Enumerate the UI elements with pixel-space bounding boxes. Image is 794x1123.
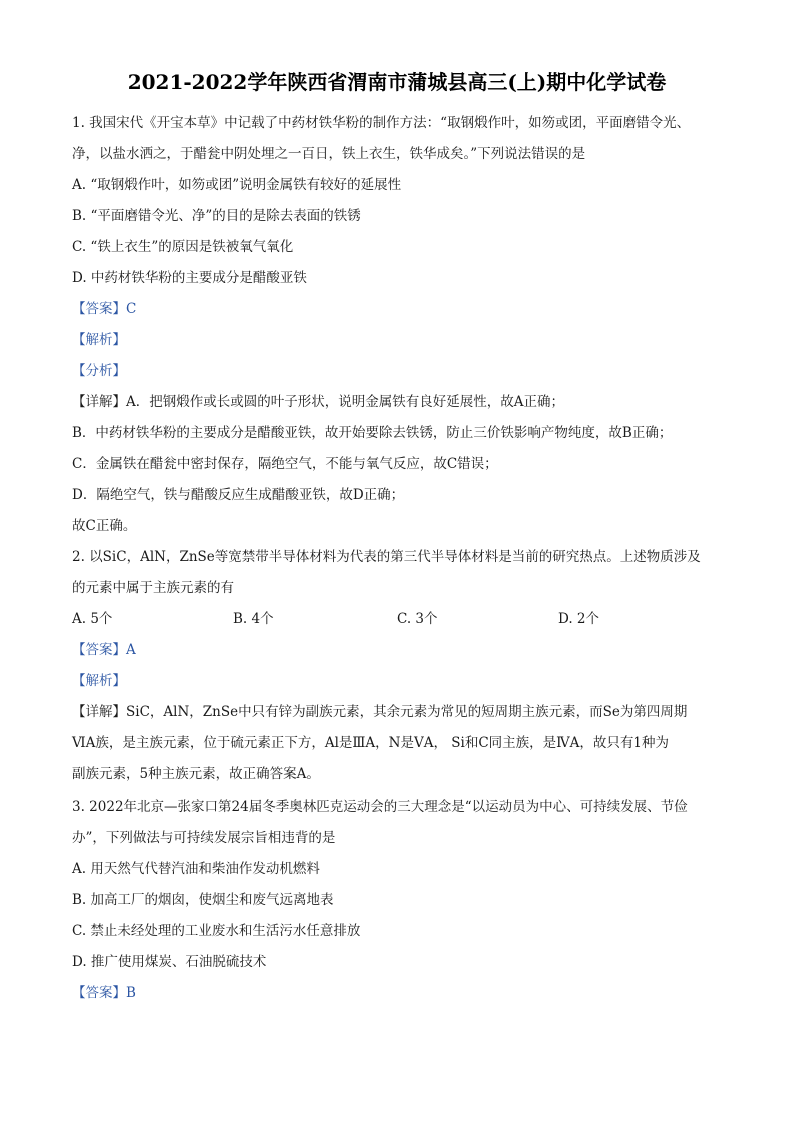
q1-option-d: D. 中药材铁华粉的主要成分是醋酸亚铁: [72, 270, 307, 286]
q1-option-c: C. “铁上衣生”的原因是铁被氧气氧化: [72, 239, 294, 255]
q2-option-b: B. 4个: [233, 611, 274, 627]
q2-stem-line2: 的元素中属于主族元素的有: [72, 580, 234, 596]
q2-option-a: A. 5个: [72, 611, 113, 627]
q3-option-d: D. 推广使用煤炭、石油脱硫技术: [72, 954, 267, 970]
q3-option-b: B. 加高工厂的烟囱，使烟尘和废气远离地表: [72, 892, 334, 908]
q3-option-c: C. 禁止未经处理的工业废水和生活污水任意排放: [72, 923, 361, 939]
q2-stem-line1: 2. 以SiC，AlN，ZnSe等宽禁带半导体材料为代表的第三代半导体材料是当前的研究热点。上述物质涉及: [72, 549, 701, 565]
q1-stem-line2: 净，以盐水洒之，于醋瓮中阴处埋之一百日，铁上衣生，铁华成矣。”下列说法错误的是: [72, 146, 586, 162]
q2-detail-line2: ⅥA族，是主族元素，位于硫元素正下方，Al是ⅢA，N是ⅤA， Si和C同主族，是ⅣA，故只有1种为: [72, 735, 669, 751]
q3-stem-line2: 办”，下列做法与可持续发展宗旨相违背的是: [72, 830, 336, 846]
q1-stem-line1: 1. 我国宋代《开宝本草》中记载了中药材铁华粉的制作方法：“取钢煅作叶，如笏或团，平面磨错令光、: [72, 115, 691, 131]
q1-answer: 【答案】C: [72, 301, 137, 317]
q1-conclusion: 故C正确。: [72, 518, 137, 534]
q2-analysis-heading: 【解析】: [72, 673, 126, 689]
page-title: 2021-2022学年陕西省渭南市蒲城县高三(上)期中化学试卷: [127, 70, 667, 94]
q1-detail-b: B．中药材铁华粉的主要成分是醋酸亚铁，故开始要除去铁锈，防止三价铁影响产物纯度，故B正确；: [72, 425, 673, 441]
q2-detail-line1: 【详解】SiC，AlN，ZnSe中只有锌为副族元素，其余元素为常见的短周期主族元素，而Se为第四周期: [72, 704, 688, 720]
q1-detail-c: C．金属铁在醋瓮中密封保存，隔绝空气，不能与氧气反应，故C错误；: [72, 456, 498, 472]
q2-answer: 【答案】A: [72, 642, 136, 658]
q3-option-a: A. 用天然气代替汽油和柴油作发动机燃料: [72, 861, 320, 877]
q3-answer: 【答案】B: [72, 985, 136, 1001]
q1-option-b: B. “平面磨错令光、净”的目的是除去表面的铁锈: [72, 208, 361, 224]
q1-detail-a: 【详解】A．把钢煅作或长或圆的叶子形状，说明金属铁有良好延展性，故A正确；: [72, 394, 564, 410]
q2-detail-line3: 副族元素，5种主族元素，故正确答案A。: [72, 766, 320, 782]
q1-option-a: A. “取钢煅作叶，如笏或团”说明金属铁有较好的延展性: [72, 177, 402, 193]
q2-option-d: D. 2个: [558, 611, 600, 627]
q3-stem-line1: 3. 2022年北京—张家口第24届冬季奥林匹克运动会的三大理念是“以运动员为中心、可持续发展、节俭: [72, 799, 688, 815]
q2-option-c: C. 3个: [397, 611, 438, 627]
q1-fenxi-heading: 【分析】: [72, 363, 126, 379]
q1-analysis-heading: 【解析】: [72, 332, 126, 348]
q1-detail-d: D．隔绝空气，铁与醋酸反应生成醋酸亚铁，故D正确；: [72, 487, 405, 503]
